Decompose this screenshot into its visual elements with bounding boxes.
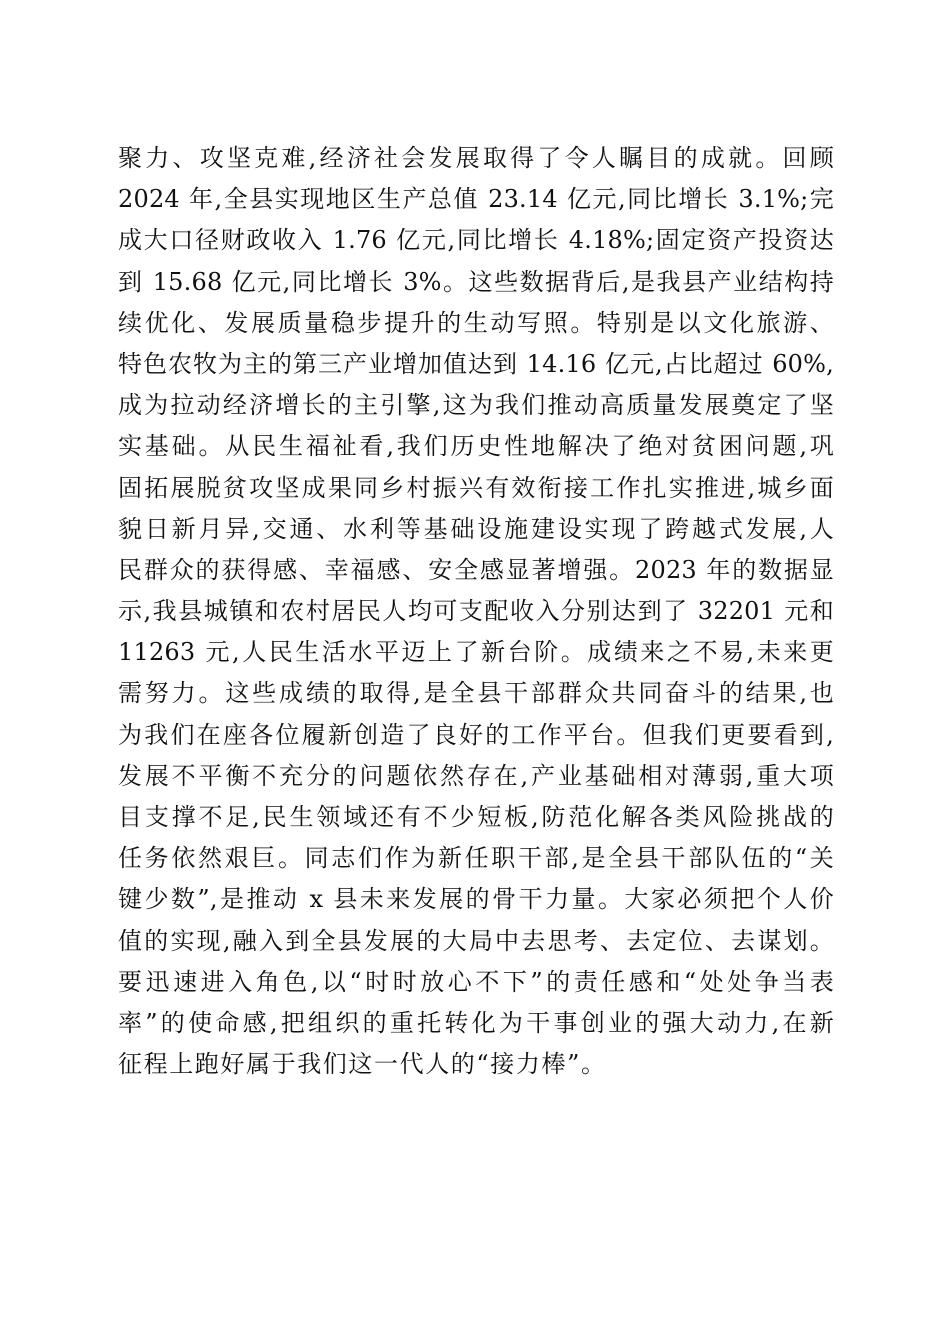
text-line: 11263 元,人民生活水平迈上了新台阶。成绩来之不易,未来更 bbox=[118, 638, 834, 667]
text-line: 发展不平衡不充分的问题依然存在,产业基础相对薄弱,重大项 bbox=[118, 761, 834, 790]
text-line: 续优化、发展质量稳步提升的生动写照。特别是以文化旅游、 bbox=[118, 308, 834, 337]
text-line-last: 征程上跑好属于我们这一代人的“接力棒”。 bbox=[118, 1050, 607, 1079]
text-line: 聚力、攻坚克难,经济社会发展取得了令人瞩目的成就。回顾 bbox=[118, 144, 834, 172]
text-line: 固拓展脱贫攻坚成果同乡村振兴有效衔接工作扎实推进,城乡面 bbox=[118, 473, 834, 502]
text-line: 需努力。这些成绩的取得,是全县干部群众共同奋斗的结果,也 bbox=[118, 679, 834, 708]
text-line: 任务依然艰巨。同志们作为新任职干部,是全县干部队伍的“关 bbox=[118, 844, 834, 873]
text-line: 率”的使命感,把组织的重托转化为干事创业的强大动力,在新 bbox=[118, 1008, 834, 1037]
body-paragraph bbox=[118, 138, 834, 1085]
text-line: 值的实现,融入到全县发展的大局中去思考、去定位、去谋划。 bbox=[118, 926, 834, 955]
text-line: 示,我县城镇和农村居民人均可支配收入分别达到了 32201 元和 bbox=[118, 597, 834, 626]
text-line: 到 15.68 亿元,同比增长 3%。这些数据背后,是我县产业结构持 bbox=[118, 267, 834, 296]
text-line: 貌日新月异,交通、水利等基础设施建设实现了跨越式发展,人 bbox=[118, 514, 834, 543]
text-line: 民群众的获得感、幸福感、安全感显著增强。2023 年的数据显 bbox=[118, 555, 834, 584]
text-line: 2024 年,全县实现地区生产总值 23.14 亿元,同比增长 3.1%;完 bbox=[118, 185, 834, 214]
text-line: 成大口径财政收入 1.76 亿元,同比增长 4.18%;固定资产投资达 bbox=[118, 226, 834, 255]
text-line: 成为拉动经济增长的主引擎,这为我们推动高质量发展奠定了坚 bbox=[118, 391, 834, 420]
text-line: 实基础。从民生福祉看,我们历史性地解决了绝对贫困问题,巩 bbox=[118, 432, 834, 461]
text-line: 要迅速进入角色,以“时时放心不下”的责任感和“处处争当表 bbox=[118, 967, 834, 996]
text-line: 键少数”,是推动 x 县未来发展的骨干力量。大家必须把个人价 bbox=[118, 885, 834, 914]
text-line: 目支撑不足,民生领域还有不少短板,防范化解各类风险挑战的 bbox=[118, 803, 834, 831]
text-line: 为我们在座各位履新创造了良好的工作平台。但我们更要看到, bbox=[118, 720, 834, 749]
text-line: 特色农牧为主的第三产业增加值达到 14.16 亿元,占比超过 60%, bbox=[118, 349, 834, 378]
